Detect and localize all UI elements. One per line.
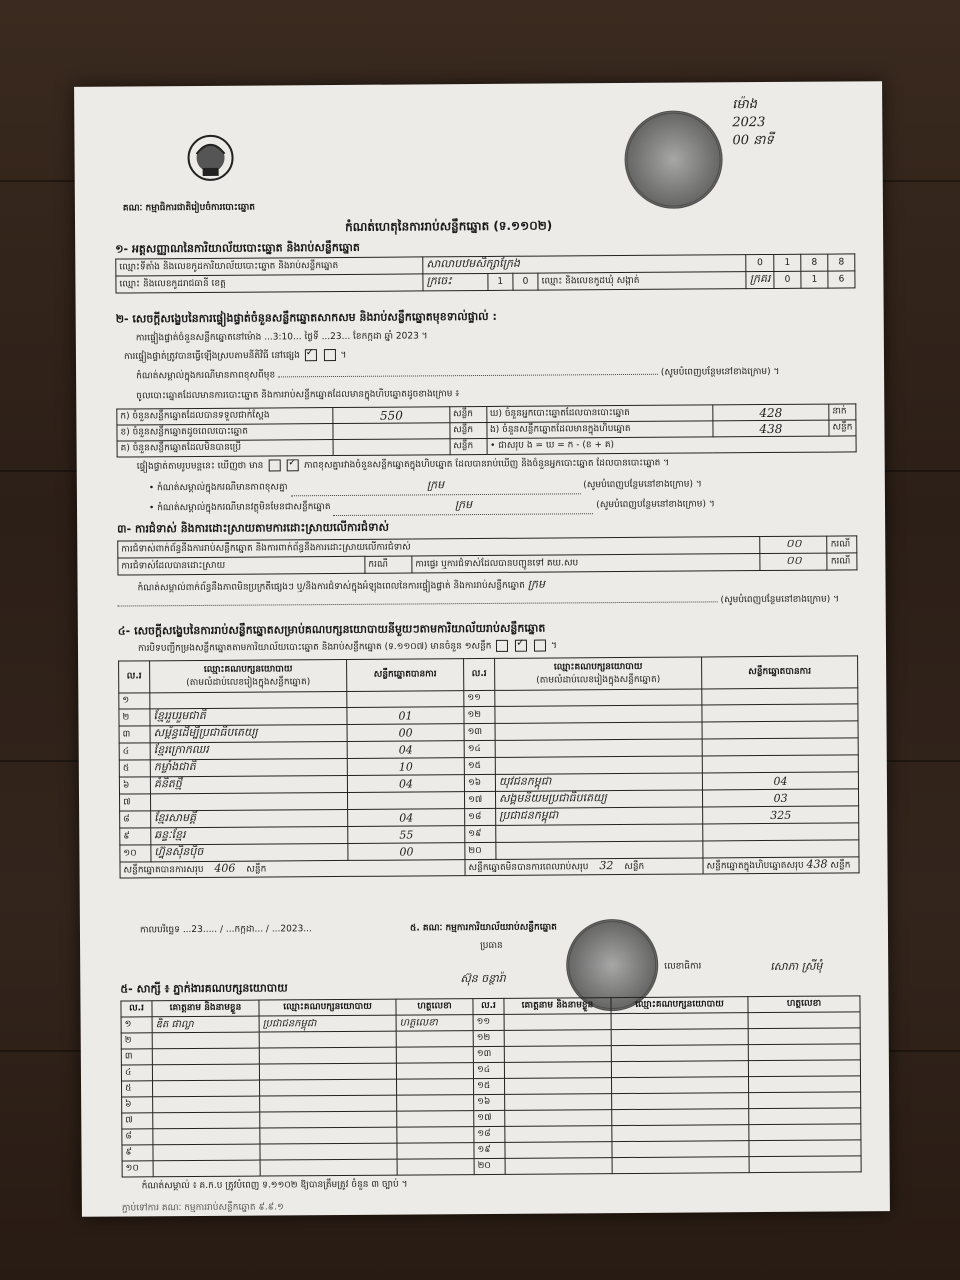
party-votes: 04 (347, 775, 464, 793)
witness-signature (748, 1012, 860, 1029)
col-party-right (495, 657, 702, 690)
col-votes-right: សន្លឹកឆ្នោតបានការ (702, 656, 858, 689)
location-label: ឈ្មោះទីតាំង និងលេខកូដការិយាល័យបោះឆ្នោត និងរាប់សន្លឹកឆ្នោត (116, 257, 423, 276)
party-votes: 00 (347, 724, 464, 742)
party-name: សង្គមនិយមប្រជាធិបតេយ្យ (495, 790, 702, 808)
witness-name (504, 1030, 611, 1047)
witness-no: ១៦ (474, 1094, 505, 1110)
total-valid-unit: សន្លឹក (246, 864, 267, 875)
witness-no: ១៩ (474, 1142, 505, 1158)
section3-title: ៣- ការជំទាស់ និងការដោះស្រាយតាមការដោះស្រាយលើការជំទាស់ (117, 520, 389, 536)
party-name: ឆន្ទៈខ្មែរ (151, 826, 348, 844)
col-party-left-sub: (តាមលំដាប់លេខរៀងក្នុងសន្លឹកឆ្នោត) (186, 676, 311, 688)
party-name: ខ្មែររួបរួមជាតិ (150, 707, 347, 725)
witness-signature (397, 1127, 474, 1144)
official-stamp (624, 110, 723, 209)
party-name: ខ្មែរសាមគ្គី (151, 809, 348, 827)
irregularity-suffix (118, 593, 862, 611)
commune-code-3: 6 (828, 271, 855, 288)
witness-no: ៨ (122, 1129, 153, 1145)
verify-procedure-line: ការផ្ទៀងផ្ទាត់ត្រូវបានធ្វើឡើងស្របតាមនីតិវិធី នៅផ្សេង ✓ ។ (124, 349, 347, 364)
witness-name (504, 1014, 611, 1031)
witness-name (152, 1064, 259, 1081)
party-no: ៧ (120, 794, 151, 811)
party-no: ៣ (119, 726, 150, 743)
unused-label: គ) ចំនួនសន្លឹកឆ្នោតដែលមិនបានប្រើ (117, 440, 334, 458)
location-code-4: 8 (828, 254, 855, 271)
total-invalid-unit: សន្លឹក (624, 861, 645, 873)
form-title: កំណត់ហេតុនៃការរាប់សន្លឹកឆ្នោត (ទ.១១០២) (345, 218, 553, 234)
check-line (137, 455, 867, 474)
witness-name (505, 1126, 612, 1143)
bottom-line: ភ្ជាប់ទៅការ គណៈ កម្មការរាប់សន្លឹកឆ្នោត ៩.៩.១ (121, 1202, 284, 1214)
party-no: ១១ (464, 690, 495, 706)
party-name (150, 691, 347, 708)
witness-name (504, 1062, 611, 1079)
section4-subtitle: ការបិទបញ្ជីកម្រងសន្លឹកឆ្នោតតាមការិយាល័យបោះឆ្នោត និងរាប់សន្លឹកឆ្នោត (ទ.១១០៧) មានចំនួន ១សន្លឹក ✓ ។ (138, 639, 557, 655)
commune-code-1: 0 (774, 271, 801, 288)
witness-col-party-left: ឈ្មោះគណបក្សនយោបាយ (259, 999, 396, 1016)
witness-signature (396, 1047, 473, 1064)
counting-committee: ៥. គណៈ កម្មការការិយាល័យរាប់សន្លឹកឆ្នោត (409, 922, 557, 934)
forwarded-unit: ករណី (827, 553, 857, 570)
party-no: ១៩ (465, 825, 496, 842)
party-no: ៤ (119, 743, 150, 760)
witness-col-party-right: ឈ្មោះគណបក្សនយោបាយ (611, 997, 748, 1014)
witness-signature (749, 1140, 861, 1157)
party-name: ខ្មែរក្រោកឈរ (150, 741, 347, 759)
checkbox-sheets-1[interactable] (496, 640, 508, 652)
damaged-value (333, 423, 449, 440)
witness-party (611, 1061, 748, 1078)
section2-title: ២- សេចក្តីសង្ខេបនៃការផ្ទៀងផ្ទាត់ចំនួនសន្លឹកឆ្នោតសាកសម និងរាប់សន្លឹកឆ្នោតមុខទាល់ផ្ទាល់ : (115, 309, 497, 326)
witness-no: ៧ (122, 1113, 153, 1129)
section5-title: ៥- សាក្សី ៖ ភ្នាក់ងារគណបក្សនយោបាយ (120, 981, 288, 996)
col-party-right-text: ឈ្មោះគណបក្សនយោបាយ (553, 661, 643, 672)
party-name (496, 824, 703, 842)
verify-procedure-text: ការផ្ទៀងផ្ទាត់ត្រូវបានធ្វើឡើងស្របតាមនីតិវិធី នៅផ្សេង (123, 350, 300, 362)
note1-suffix: (សូមបំពេញបន្ថែមនៅខាងក្រោម) ។ (583, 479, 702, 491)
secretary-signatory: សោភា ស្រីមុំ (770, 959, 823, 973)
check-line-text-2: ភាពខុសគ្នារវាងចំនួនសន្លឹកឆ្នោតក្នុងហិបឆ្នោត ដែលបានរាប់ឃើញ និងចំនួនអ្នកបោះឆ្នោត ដែលបានបោះឆ្នោត ។ (303, 458, 670, 471)
voters-label: ឃ) ចំនួនអ្នកបោះឆ្នោតដែលបានបោះឆ្នោត (486, 405, 712, 423)
witness-signature (396, 1031, 473, 1048)
party-votes: 00 (348, 843, 465, 861)
witness-party (260, 1095, 397, 1112)
party-no: ២ (119, 709, 150, 726)
unused-unit: សន្លឹក (450, 438, 487, 454)
checkbox-has-diff[interactable] (268, 459, 280, 471)
complaints-table (117, 535, 857, 575)
party-votes (702, 688, 858, 705)
party-name: សម្ព័ន្ធដើម្បីប្រជាធិបតេយ្យ (150, 724, 347, 742)
party-votes: 04 (702, 772, 858, 790)
chair-label: ប្រធាន (480, 940, 503, 952)
total-invalid-cell (465, 858, 703, 876)
witness-no: ៦ (122, 1097, 153, 1113)
witness-col-name-right: គោត្តនាម និងនាមខ្លួន (504, 998, 611, 1015)
witness-name (504, 1078, 611, 1095)
witness-name (505, 1110, 612, 1127)
party-votes (347, 792, 464, 810)
witness-party (260, 1143, 397, 1160)
checkbox-sheets-3[interactable] (534, 640, 546, 652)
form-sheet (74, 81, 890, 1217)
total-box-unit: សន្លឹក (830, 860, 851, 871)
witness-name (504, 1046, 611, 1063)
checkbox-procedure-yes[interactable] (305, 349, 317, 361)
party-no: ១៤ (464, 740, 495, 757)
received-value: 550 (333, 407, 449, 424)
witness-no: ១៧ (474, 1110, 505, 1126)
total-valid-cell (120, 860, 465, 878)
witness-party (259, 1047, 396, 1064)
verify-time-line: ការផ្ទៀងផ្ទាត់ចំនួនសន្លឹកឆ្នោតនៅម៉ោង ...3:10... ថ្ងៃទី ...23... ខែកក្កដា ឆ្នាំ 2023 ។ (135, 331, 428, 344)
witness-party (260, 1127, 397, 1144)
complaints-value: ០០ (760, 536, 827, 553)
chair-signatory: ស៊ុន ចន្ថារ៉ា (460, 971, 506, 986)
witness-no: ២០ (474, 1158, 505, 1174)
diff-note-line (136, 366, 836, 384)
witness-no: ១១ (473, 1014, 504, 1030)
complaints-label: ការជំទាស់ពាក់ព័ន្ធនឹងការរាប់សន្លឹកឆ្នោត និងការពាក់ព័ន្ធនឹងការដោះស្រាយលើការជំទាស់ (118, 537, 761, 558)
province-value: ក្រចេះ (423, 273, 488, 290)
col-no-right: ល.រ (464, 658, 495, 690)
party-votes (702, 704, 858, 722)
check-line-text: ផ្ទៀងផ្ទាត់តាមរូបមន្តនេះ ឃើញថា មាន (136, 461, 264, 472)
note2-line (149, 495, 849, 517)
witness-name (153, 1096, 260, 1113)
total-box-value: 438 (806, 857, 828, 871)
col-party-left (150, 659, 347, 692)
witness-no: ៩ (122, 1145, 153, 1161)
footer-note: កំណត់សម្គាល់ ៖ គ.ក.ប ត្រូវបំពេញ ទ.១១០២ ឱ្យបានត្រឹមត្រូវ ចំនួន ៣ ច្បាប់ ។ (141, 1179, 408, 1192)
commune-value: ក្រគរ (746, 271, 774, 288)
total-invalid-value: 32 (599, 859, 614, 873)
party-name (495, 739, 702, 757)
party-votes: 55 (348, 826, 465, 844)
total-invalid-label: សន្លឹកឆ្នោតមិនបានការពេលរាប់សរុប (468, 862, 589, 874)
party-name: យុវជនកម្ពុជា (495, 773, 702, 791)
party-votes-table (118, 655, 860, 878)
party-votes: 10 (347, 758, 464, 776)
party-no: ១៣ (464, 723, 495, 740)
witness-party (612, 1109, 749, 1126)
resolved-label: ការជំទាស់ដែលបានដោះស្រាយ (118, 556, 365, 575)
location-code-1: 0 (746, 254, 774, 271)
witness-party (612, 1157, 749, 1174)
witness-name (505, 1142, 612, 1159)
section1-table (115, 253, 855, 293)
unused-value (333, 439, 449, 456)
party-votes: 04 (348, 809, 465, 827)
in-box-unit: សន្លឹក (829, 420, 856, 436)
forwarded-value: ០០ (760, 553, 827, 570)
witness-table (120, 995, 861, 1177)
party-votes (703, 840, 859, 858)
witness-party (612, 1141, 749, 1158)
party-no: ៩ (120, 828, 151, 845)
section1-title: ១- អត្តសញ្ញាណនៃការិយាល័យបោះឆ្នោត និងរាប់សន្លឹកឆ្នោត (115, 240, 360, 256)
witness-no: ៥ (122, 1081, 153, 1097)
witness-name (153, 1160, 260, 1177)
formula-label: • ជាសរុប ង = ឃ = ក - (ខ + គ) (487, 436, 857, 455)
col-party-right-sub: (តាមលំដាប់លេខរៀងក្នុងសន្លឹកឆ្នោត) (536, 674, 661, 686)
witness-name (152, 1032, 259, 1049)
checkbox-sheets-2[interactable] (515, 640, 527, 652)
witness-name (153, 1112, 260, 1129)
witness-party (260, 1159, 397, 1176)
witness-party (611, 1077, 748, 1094)
witness-party (611, 1013, 748, 1030)
emblem-logo (186, 134, 234, 182)
witness-no: ១៥ (473, 1078, 504, 1094)
note2-suffix: (សូមបំពេញបន្ថែមនៅខាងក្រោម) ។ (596, 499, 715, 511)
party-votes (703, 823, 859, 841)
party-no: ៦ (119, 777, 150, 794)
witness-party (260, 1111, 397, 1128)
witness-name (153, 1128, 260, 1145)
col-no-left: ល.រ (119, 661, 150, 693)
witness-signature (749, 1108, 861, 1125)
party-no: ១ (119, 693, 150, 709)
witness-signature (397, 1095, 474, 1112)
party-name (151, 792, 348, 810)
witness-name: ឌិត ផាល្លា (152, 1016, 259, 1033)
witness-party (259, 1031, 396, 1048)
note1-line (149, 475, 849, 497)
witness-name (505, 1094, 612, 1111)
province-label: ឈ្មោះ និងលេខកូដរាជធានី ខេត្ត (116, 274, 423, 293)
party-name: ប្រជាជនកម្ពុជា (496, 807, 703, 825)
in-box-label: ង) ចំនួនសន្លឹកឆ្នោតដែលមានក្នុងហិបឆ្នោត (486, 421, 712, 439)
witness-no: ១៤ (473, 1062, 504, 1078)
note2-label: • កំណត់សម្គាល់ក្នុងករណីមានវត្ថុមិនមែនជាសន្លឹកឆ្នោត (148, 502, 331, 514)
commune-code-2: 1 (801, 271, 828, 288)
witness-no: ២ (121, 1033, 152, 1049)
witness-signature (396, 1063, 473, 1080)
checkbox-no-diff[interactable] (287, 459, 299, 471)
witness-party (259, 1063, 396, 1080)
party-no: ១៦ (464, 774, 495, 791)
forwarded-label: ការផ្ទេរ ឬការជំទាស់ដែលបានបញ្ជូនទៅ គឃ.សប (412, 554, 761, 573)
damaged-unit: សន្លឹក (450, 422, 487, 438)
witness-no: ៤ (121, 1065, 152, 1081)
total-box-cell (703, 857, 859, 874)
handwritten-note: ម៉ោង 2023 00 នាទី (732, 97, 774, 149)
diff-note-suffix: (សូមបំពេញបន្ថែមនៅខាងក្រោម) ។ (660, 366, 780, 378)
party-name (496, 841, 703, 859)
party-no: ៨ (120, 811, 151, 828)
date-line: កាលបរិច្ឆេទ ...23..... / ...កក្កដា... / ...2023... (139, 924, 312, 936)
witness-signature (748, 1060, 860, 1077)
party-votes: 04 (347, 741, 464, 759)
witness-signature (748, 1044, 860, 1061)
witness-party (611, 1029, 748, 1046)
party-votes (702, 721, 858, 739)
witness-signature (397, 1111, 474, 1128)
party-no: ១៧ (464, 791, 495, 808)
witness-no: ៣ (121, 1049, 152, 1065)
witness-col-name-left: គោត្តនាម និងនាមខ្លួន (152, 1000, 259, 1017)
irregularity-value: ក្រម (527, 577, 546, 591)
witness-signature (748, 1028, 860, 1045)
witness-signature (397, 1143, 474, 1160)
committee-header: គណៈ កម្មាធិការជាតិរៀបចំការបោះឆ្នោត (122, 202, 255, 214)
party-name (495, 756, 702, 774)
in-box-value: 438 (713, 420, 829, 437)
col-votes-left: សន្លឹកឆ្នោតបានការ (347, 659, 464, 692)
checkbox-procedure-no[interactable] (324, 349, 336, 361)
province-code-1: 1 (488, 273, 513, 290)
received-unit: សន្លឹក (449, 406, 486, 422)
complaints-unit: ករណី (827, 536, 857, 553)
resolved-unit: ករណី (365, 556, 412, 573)
witness-signature (749, 1124, 861, 1141)
ballot-intro-line: ចូលបោះឆ្នោតដែលមានការបោះឆ្នោត និងការរាប់សន្លឹកឆ្នោតដែលមានក្នុងហិបឆ្នោតដូចខាងក្រោម ៖ (136, 389, 460, 402)
party-votes (702, 738, 858, 756)
note2-value: ក្រម (333, 497, 593, 516)
witness-no: ១៣ (473, 1046, 504, 1062)
witness-signature: ហត្ថលេខា (396, 1015, 473, 1032)
voters-value: 428 (713, 404, 829, 421)
witness-party (612, 1093, 749, 1110)
total-valid-value: 406 (214, 861, 236, 875)
witness-party (611, 1045, 748, 1062)
party-no: ១៨ (465, 808, 496, 825)
section4-title: ៤- សេចក្តីសង្ខេបនៃការរាប់សន្លឹកឆ្នោតសម្រាប់គណបក្សនយោបាយនីមួយៗតាមការិយាល័យរាប់សន្លឹកឆ្នោត (117, 621, 546, 638)
witness-signature (397, 1079, 474, 1096)
witness-signature (749, 1156, 861, 1173)
witness-signature (397, 1159, 474, 1176)
witness-signature (748, 1076, 860, 1093)
irregularity-suffix-text: (សូមបំពេញបន្ថែមនៅខាងក្រោម) ។ (720, 594, 840, 606)
witness-no: ១ (121, 1017, 152, 1033)
party-name: ហ្វ៊ុនស៊ិនប៉ិច (151, 843, 348, 861)
party-name (495, 689, 702, 706)
witness-col-no-left: ល.រ (121, 1001, 152, 1017)
party-no: ២០ (465, 842, 496, 859)
diff-note-label: កំណត់សម្គាល់ក្នុងករណីមានភាពខុសពីមុខ (136, 370, 276, 382)
witness-no: ១០ (122, 1161, 153, 1177)
ballot-count-table (116, 403, 856, 457)
witness-col-sig-right: ហត្ថលេខា (748, 996, 860, 1013)
witness-name (152, 1048, 259, 1065)
location-code-2: 1 (774, 254, 801, 271)
witness-name (153, 1144, 260, 1161)
voters-unit: នាក់ (829, 404, 856, 420)
witness-party (260, 1079, 397, 1096)
witness-name (505, 1158, 612, 1175)
total-box-label: សន្លឹកឆ្នោតក្នុងហិបឆ្នោតសរុប (706, 860, 804, 872)
location-value: សាលាបឋមសិក្សាក្រែង (423, 255, 746, 274)
total-valid-label: សន្លឹកឆ្នោតបានការសរុប (123, 864, 204, 876)
irregularity-label: កំណត់សម្គាល់ពាក់ព័ន្ធនឹងភាពមិនប្រក្រតីផ្សេងៗ ឬ/និងការជំទាស់ក្នុងអំឡុងពេលនៃការផ្ទៀងផ្ទាត់ និងការរាប់សន្លឹកឆ្នោត (137, 580, 525, 594)
witness-no: ១២ (473, 1030, 504, 1046)
witness-signature (749, 1092, 861, 1109)
party-name (495, 722, 702, 740)
party-votes: 325 (703, 806, 859, 824)
note1-label: • កំណត់សម្គាល់ក្នុងករណីមានភាពខុសគ្នា (148, 482, 288, 494)
commune-label: ឈ្មោះ និងលេខកូដឃុំ សង្កាត់ (538, 272, 746, 290)
witness-col-sig-left: ហត្ថលេខា (396, 999, 473, 1016)
party-name: គំនិតថ្មី (150, 775, 347, 793)
section4-subtitle-text: ការបិទបញ្ជីកម្រងសន្លឹកឆ្នោតតាមការិយាល័យបោះឆ្នោត និងរាប់សន្លឹកឆ្នោត (ទ.១១០៧) មានចំនួន ១សន្លឹក (137, 641, 492, 654)
witness-col-no-right: ល.រ (473, 998, 504, 1014)
party-votes (702, 755, 858, 773)
col-party-left-text: ឈ្មោះគណបក្សនយោបាយ (203, 663, 293, 675)
witness-name (153, 1080, 260, 1097)
party-no: ១២ (464, 706, 495, 723)
party-no: ១៥ (464, 757, 495, 774)
secretary-label: លេខាធិការ (664, 961, 702, 972)
note1-value: ក្រម (290, 477, 580, 496)
witness-party (612, 1125, 749, 1142)
province-code-2: 0 (513, 273, 538, 290)
witness-party: ប្រជាជនកម្ពុជា (259, 1015, 396, 1032)
party-name (495, 705, 702, 723)
party-no: ១០ (120, 845, 151, 862)
party-votes: 01 (347, 707, 464, 725)
party-no: ៥ (119, 760, 150, 777)
received-label: ក) ចំនួនសន្លឹកឆ្នោតដែលបានទទួលជាក់ស្តែង (117, 408, 334, 426)
party-name: កម្លាំងជាតិ (150, 758, 347, 776)
party-votes: 03 (702, 789, 858, 807)
witness-no: ១៨ (474, 1126, 505, 1142)
party-votes (347, 691, 464, 708)
location-code-3: 8 (801, 254, 828, 271)
damaged-label: ខ) ចំនួនសន្លឹកឆ្នោតដូចពេលបោះឆ្នោត (117, 424, 334, 442)
